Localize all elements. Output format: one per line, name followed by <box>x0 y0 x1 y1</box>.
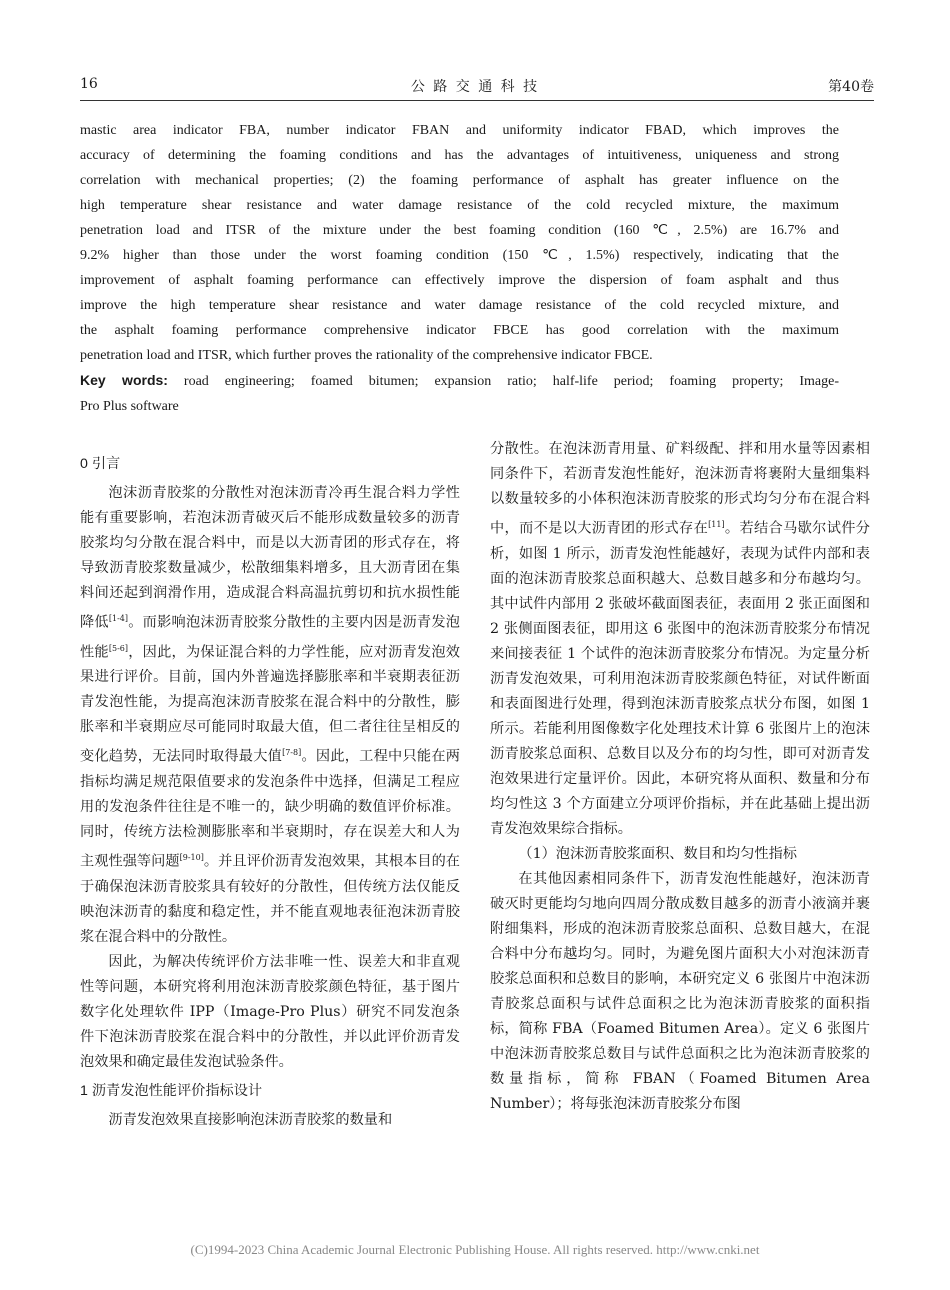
copyright-footer: (C)1994-2023 China Academic Journal Electronic Publishing House. All rights reserved. http://www.cnki.net <box>190 1242 760 1257</box>
citation: [1-4] <box>108 614 128 623</box>
section1-paragraph-1: 沥青发泡效果直接影响泡沫沥青胶浆的数量和 <box>108 1111 393 1128</box>
abstract-line: penetration load and ITSR of the mixture under the best foaming condition (160 ℃, 2.5%) are 16.7% and <box>80 223 839 238</box>
para-text: ，因此，为保证混合料的力学性能，应对沥青发泡效果进行评价。目前，国内外普遍选择膨胀率和半衰期表征沥青发泡性能，为提高泡沫沥青胶浆在混合料中的分散性，膨胀率和半衰期应尽可能同时取最大值，但二者往往呈相反的变化趋势，无法同时取得最大值 <box>80 644 460 766</box>
keywords-line <box>80 368 839 394</box>
para-text: 。因此，工程中只能在两指标均满足规范限值要求的发泡条件中选择，但满足工程应用的发泡条件往往是不唯一的，缺少明确的数值评价标准。同时，传统方法检测膨胀率和半衰期时，存在误差大和人为主观性强等问题 <box>80 749 460 870</box>
para-text: 。而影响泡沫沥青胶浆分散性的主要内因是沥青发泡性能 <box>80 614 460 661</box>
section-heading-intro: 0 引言 <box>80 456 121 472</box>
subsection-heading: （1）泡沫沥青胶浆面积、数目和均匀性指标 <box>518 845 797 862</box>
keywords-continuation: Pro Plus software <box>80 399 179 414</box>
para-text: 。并且评价沥青发泡效果，其根本目的在于确保泡沫沥青胶浆具有较好的分散性，但传统方法仅能反映泡沫沥青的黏度和稳定性，并不能直观地表征泡沫沥青胶浆在混合料中的分散性。 <box>80 853 460 945</box>
citation: [7-8] <box>282 748 302 758</box>
abstract-line: improve the high temperature shear resistance and water damage resistance of the cold recycled mixture, and <box>80 298 839 313</box>
citation: [9-10] <box>179 853 204 863</box>
abstract-line: correlation with mechanical properties; (2) the foaming performance of asphalt has greater influence on the <box>80 173 839 188</box>
intro-paragraph-1 <box>80 481 460 950</box>
journal-title: 公 路 交 通 科 技 <box>410 79 540 95</box>
right-paragraph-1 <box>490 437 870 842</box>
abstract-line: accuracy of determining the foaming conditions and has the advantages of intuitiveness, uniqueness and strong <box>80 148 839 163</box>
volume-label: 第40卷 <box>828 79 874 95</box>
citation: [11] <box>708 520 725 529</box>
abstract-line: mastic area indicator FBA, number indicator FBAN and uniformity indicator FBAD, which improves the <box>80 123 839 138</box>
header-rule <box>80 100 874 101</box>
abstract-block <box>80 118 839 419</box>
para-text: 泡沫沥青胶浆的分散性对泡沫沥青冷再生混合料力学性能有重要影响，若泡沫沥青破灭后不能形成数量较多的沥青胶浆均匀分散在混合料中，而是以大沥青团的形式存在，将导致沥青胶浆数量减少，松散细集料增多，且大沥青团在集料间还起到润滑作用，造成混合料高温抗剪切和抗水损性能降低 <box>80 485 460 631</box>
right-column <box>490 437 870 1117</box>
para-text: 分散性。在泡沫沥青用量、矿料级配、拌和用水量等因素相同条件下，若沥青发泡性能好，泡沫沥青将裹附大量细集料以数量较多的小体积泡沫沥青胶浆的形式均匀分布在混合料中，而不是以大沥青团的形式存在 <box>490 441 870 537</box>
para-text: 。若结合马歇尔试件分析，如图 1 所示，沥青发泡性能越好，表现为试件内部和表面的泡沫沥青胶浆总面积越大、总数目越多和分布越均匀。其中试件内部用 2 张破坏截面图表征，表面用 2 张正面图和 2 张侧面图表征，即用这 6 张图中的泡沫沥青胶浆分布情况来间接表征 1 个试件的泡沫沥青胶浆分布情况。为定量分析沥青发泡效果，可利用泡沫沥青胶浆颜色特征，对试件断面和表面图进行处理，得到泡沫沥青胶浆点状分布图，如图 1 所示。若能利用图像数字化处理技术计算 6 张图片上的泡沫沥青胶浆总面积、总数目以及分布的均匀性，即可对沥青发泡效果进行定量评价。因此，本研究将从面积、数量和分布均匀性这 3 个方面建立分项评价指标，并在此基础上提出沥青发泡效果综合指标。 <box>490 520 870 837</box>
abstract-line: the asphalt foaming performance comprehensive indicator FBCE has good correlation with the maximum <box>80 323 839 338</box>
abstract-line: high temperature shear resistance and water damage resistance of the cold recycled mixture, the maximum <box>80 198 839 213</box>
right-paragraph-2: 在其他因素相同条件下，沥青发泡性能越好，泡沫沥青破灭时更能均匀地向四周分散成数目越多的沥青小液滴并裹附细集料，形成的泡沫沥青胶浆总面积、总数目越大，在混合料中分布越均匀。同时，为避免图片面积大小对泡沫沥青胶浆总面积和总数目的影响，本研究定义 6 张图片中泡沫沥青胶浆总面积与试件总面积之比为泡沫沥青胶浆的面积指标，简称 FBA（Foamed Bitumen Area）。定义 6 张图片中泡沫沥青胶浆总数目与试件总面积之比为泡沫沥青胶浆的数量指标，简称 FBAN（Foamed Bitumen Area Number）；将每张泡沫沥青胶浆分布图 <box>490 870 870 1112</box>
page-number: 16 <box>80 76 98 92</box>
keywords-text: road engineering; foamed bitumen; expansion ratio; half-life period; foaming property; Image- <box>167 374 840 389</box>
citation: [5-6] <box>108 643 128 653</box>
abstract-line: 9.2% higher than those under the worst foaming condition (150 ℃, 1.5%) respectively, indicating that the <box>80 248 839 263</box>
intro-paragraph-2: 因此，为解决传统评价方法非唯一性、误差大和非直观性等问题，本研究将利用泡沫沥青胶浆颜色特征，基于图片数字化处理软件 IPP（Image-Pro Plus）研究不同发泡条件下泡沫沥青胶浆在混合料中的分散性，并以此评价沥青发泡效果和确定最佳发泡试验条件。 <box>80 953 460 1070</box>
left-column <box>80 452 460 1133</box>
section-heading-1: 1 沥青发泡性能评价指标设计 <box>80 1082 263 1099</box>
keywords-label: Key words: <box>80 372 168 388</box>
abstract-line: improvement of asphalt foaming performance can effectively improve the dispersion of foam asphalt and thus <box>80 273 839 288</box>
abstract-line: penetration load and ITSR, which further proves the rationality of the comprehensive indicator FBCE. <box>80 348 653 363</box>
